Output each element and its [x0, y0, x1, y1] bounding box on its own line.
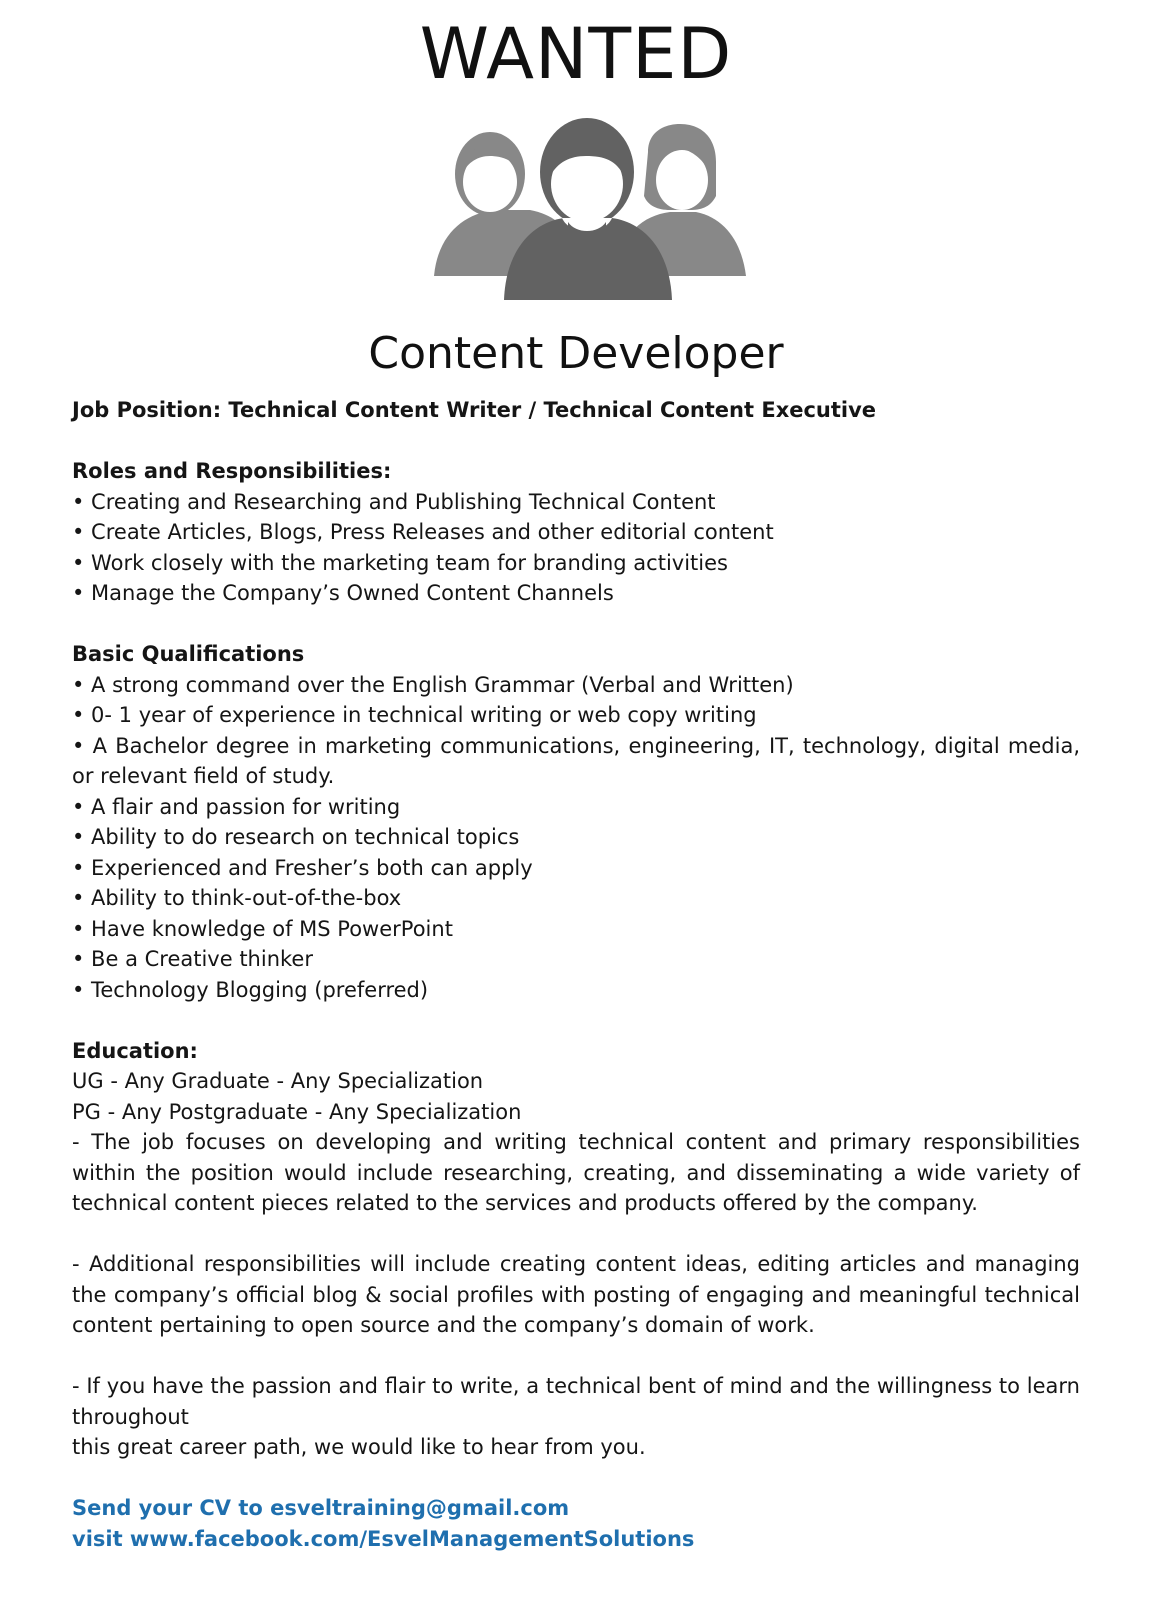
- qualification-item: • Ability to do research on technical topics: [72, 825, 520, 849]
- qualifications-heading: Basic Qualifications: [72, 642, 305, 666]
- job-position: Job Position: Technical Content Writer / Technical Content Executive: [72, 398, 877, 422]
- spacer: [72, 426, 1080, 457]
- person-center-icon: [504, 118, 672, 300]
- education-ug: UG - Any Graduate - Any Specialization: [72, 1069, 484, 1093]
- qualification-item: • Have knowledge of MS PowerPoint: [72, 916, 453, 941]
- wanted-heading: WANTED: [419, 13, 733, 95]
- description-paragraph: - Additional responsibilities will include creating content ideas, editing articles and managing the company’s official blog & social profiles with posting of engaging and meaningful technical content pertaining to open source and the company’s domain of work.: [72, 1252, 1080, 1337]
- facebook-link[interactable]: visit www.facebook.com/EsvelManagementSolutions: [72, 1526, 695, 1551]
- job-description: [72, 395, 1080, 1554]
- qualification-item: • A strong command over the English Grammar (Verbal and Written): [72, 672, 794, 697]
- roles-item: • Creating and Researching and Publishing Technical Content: [72, 489, 716, 514]
- roles-item: • Create Articles, Blogs, Press Releases and other editorial content: [72, 520, 774, 544]
- description-paragraph: - The job focuses on developing and writing technical content and primary responsibilities within the position would include researching, creating, and disseminating a wide variety of technical content pieces related to the services and products offered by the company.: [72, 1130, 1080, 1215]
- roles-item: • Work closely with the marketing team for branding activities: [72, 550, 728, 575]
- cv-email-link[interactable]: Send your CV to esveltraining@gmail.com: [72, 1496, 570, 1520]
- roles-heading: Roles and Responsibilities:: [72, 459, 392, 483]
- qualification-item: • Technology Blogging (preferred): [72, 977, 429, 1002]
- qualification-item: • Experienced and Fresher’s both can apply: [72, 855, 533, 880]
- spacer: [72, 1341, 1080, 1372]
- qualification-item: • Ability to think-out-of-the-box: [72, 886, 402, 910]
- description-paragraph: this great career path, we would like to hear from you.: [72, 1435, 646, 1459]
- spacer: [72, 1005, 1080, 1036]
- education-pg: PG - Any Postgraduate - Any Specialization: [72, 1099, 522, 1124]
- qualification-item: • Be a Creative thinker: [72, 947, 313, 971]
- qualification-item: • A flair and passion for writing: [72, 794, 401, 819]
- spacer: [72, 1463, 1080, 1494]
- description-paragraph: - If you have the passion and flair to write, a technical bent of mind and the willingness to learn throughout: [72, 1374, 1080, 1429]
- qualification-item: • 0- 1 year of experience in technical writing or web copy writing: [72, 703, 757, 727]
- spacer: [72, 609, 1080, 640]
- qualification-item: • A Bachelor degree in marketing communications, engineering, IT, technology, digital media, or relevant field of study.: [72, 733, 1080, 788]
- roles-item: • Manage the Company’s Owned Content Channels: [72, 581, 614, 605]
- education-heading: Education:: [72, 1038, 198, 1063]
- people-group-icon: [434, 118, 746, 308]
- job-title: Content Developer: [368, 328, 784, 379]
- spacer: [72, 1219, 1080, 1250]
